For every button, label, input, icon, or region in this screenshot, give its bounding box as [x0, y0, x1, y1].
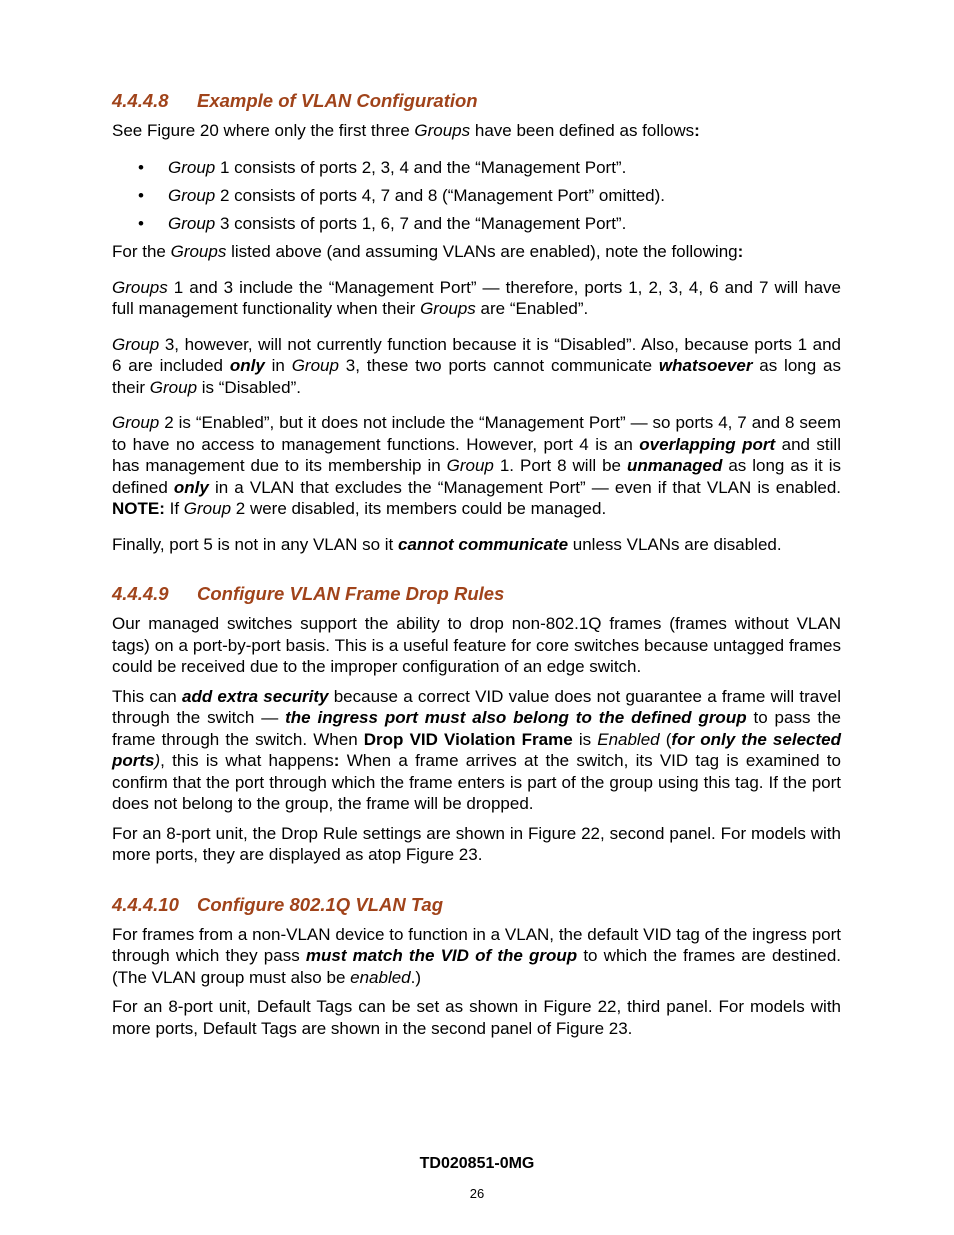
- paragraph: For frames from a non-VLAN device to function in a VLAN, the default VID tag of the ingress port through which they pass must match the VID of the group to which the frames are destined. (The VLAN group must also be enabled.): [112, 924, 842, 987]
- heading-vlan-tag: 4.4.4.10 Configure 802.1Q VLAN Tag: [112, 893, 444, 915]
- document-number: TD020851-0MG: [419, 1155, 535, 1172]
- list-item: • Group 2 consists of ports 4, 7 and 8 (“Management Port” omitted).: [138, 185, 666, 205]
- document-page: [112, 88, 841, 1039]
- paragraph: For an 8-port unit, Default Tags can be set as shown in Figure 22, third panel. For models with more ports, Default Tags are shown in the second panel of Figure 23.: [112, 997, 841, 1038]
- group-list: [112, 157, 841, 235]
- paragraph: Group 3, however, will not currently function because it is “Disabled”. Also, because ports 1 and 6 are included only in Group 3, these two ports cannot communicate whatsoever as long as their Group is “Disabled”.: [112, 334, 841, 397]
- paragraph: Our managed switches support the ability to drop non-802.1Q frames (frames without VLAN tags) on a port-by-port basis. This is a useful feature for core switches because untagged frames could be received due to the improper configuration of an edge switch.: [112, 614, 841, 676]
- heading-vlan-example: 4.4.4.8 Example of VLAN Configuration: [112, 90, 478, 111]
- paragraph-intro: See Figure 20 where only the first three Groups have been defined as follows:: [112, 121, 700, 140]
- paragraph: Group 2 is “Enabled”, but it does not include the “Management Port” — so ports 4, 7 and 8 seem to have no access to management functions. However, port 4 is an overlapping port and still has management due to its membership in Group 1. Port 8 will be unmanaged as long as it is defined only in a VLAN that excludes the “Management Port” — even if that VLAN is enabled. NOTE: If Group 2 were disabled, its members could be managed.: [112, 413, 842, 518]
- paragraph: Finally, port 5 is not in any VLAN so it cannot communicate unless VLANs are disabled.: [112, 534, 782, 554]
- paragraph: For an 8-port unit, the Drop Rule settings are shown in Figure 22, second panel. For models with more ports, they are displayed as atop Figure 23.: [112, 823, 841, 864]
- paragraph: For the Groups listed above (and assuming VLANs are enabled), note the following:: [112, 242, 744, 261]
- paragraph: Groups 1 and 3 include the “Management Port” — therefore, ports 1, 2, 3, 4, 6 and 7 will have full management functionality when their Groups are “Enabled”.: [112, 277, 841, 318]
- list-item: • Group 1 consists of ports 2, 3, 4 and the “Management Port”.: [138, 157, 627, 177]
- list-item: • Group 3 consists of ports 1, 6, 7 and the “Management Port”.: [138, 213, 627, 233]
- heading-frame-drop-rules: 4.4.4.9 Configure VLAN Frame Drop Rules: [112, 583, 505, 604]
- page-number: 26: [469, 1186, 485, 1201]
- paragraph: This can add extra security because a correct VID value does not guarantee a frame will travel through the switch — the ingress port must also belong to the defined group to pass the frame through the switch. When Drop VID Violation Frame is Enabled (for only the selected ports), this is what happens: When a frame arrives at the switch, its VID tag is examined to confirm that the port through which the frame enters is part of the group using this tag. If the port does not belong to the group, the frame will be dropped.: [112, 686, 841, 813]
